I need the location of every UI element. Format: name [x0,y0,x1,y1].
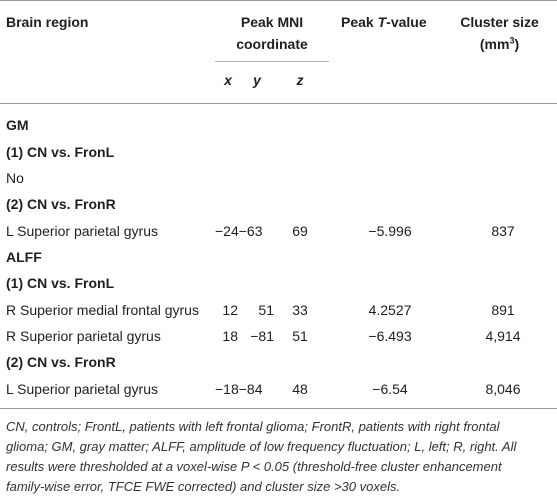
alff-row2-z: 51 [292,328,308,344]
alff-row1-x: 12 [222,302,238,318]
col-header-peak-mni-line2: coordinate [236,36,308,52]
section-alff: ALFF [6,249,42,265]
alff-row1-t: 4.2527 [368,302,412,318]
col-header-cluster-line2 [448,36,551,53]
group-gm-cn-vs-fronr: (2) CN vs. FronR [6,196,116,212]
alff-row3-xy: −18−84 [215,381,263,397]
table-bottom-rule [0,408,557,409]
gm-row1-t: −5.996 [368,223,412,239]
mni-sub-rule [215,61,329,62]
alff-row1-region: R Superior medial frontal gyrus [6,302,199,318]
peak-t-prefix: Peak [341,14,378,30]
table-footnote-line1: CN, controls; FrontL, patients with left frontal glioma; FrontR, patients with right frontal [6,419,500,434]
table-top-rule [0,0,557,1]
alff-row2-x: 18 [222,328,238,344]
gm-row1-region: L Superior parietal gyrus [6,223,159,239]
alff-row1-z: 33 [292,302,308,318]
alff-row3-z: 48 [292,381,308,397]
header-bottom-rule [0,103,557,104]
alff-row2-region: R Superior parietal gyrus [6,328,161,344]
col-header-peak-mni-line1: Peak MNI [240,14,304,30]
table-footnote-line4: family-wise error, TFCE FWE corrected) and cluster size >30 voxels. [6,479,401,494]
alff-row3-region: L Superior parietal gyrus [6,381,159,397]
alff-row1-y: 51 [258,302,274,318]
alff-row3-size: 8,046 [485,381,521,397]
alff-row3-t: −6.54 [372,381,408,397]
col-header-peak-t [341,14,427,31]
col-header-x: x [224,72,232,88]
table-footnote-line2: glioma; GM, gray matter; ALFF, amplitude of low frequency fluctuation; L, left; R, right. All [6,439,517,454]
gm-row1-z: 69 [292,223,308,239]
group-gm-cn-vs-fronl: (1) CN vs. FronL [6,144,115,160]
table-footnote-line3: results were thresholded at a voxel-wise P < 0.05 (threshold-free cluster enhancement [6,459,502,474]
alff-row2-size: 4,914 [485,328,521,344]
gm-row1-size: 837 [491,223,515,239]
alff-row1-size: 891 [491,302,515,318]
section-gm: GM [6,117,29,133]
cluster-unit-pre: (mm [479,36,510,52]
group-alff-cn-vs-fronl: (1) CN vs. FronL [6,275,115,291]
cluster-unit-post: ) [514,36,520,52]
peak-t-suffix: -value [386,14,427,30]
col-header-z: z [296,72,304,88]
group-alff-cn-vs-fronr: (2) CN vs. FronR [6,354,116,370]
alff-row2-t: −6.493 [368,328,412,344]
gm-fronl-no-result: No [6,170,24,186]
gm-row1-xy: −24−63 [215,223,263,239]
col-header-y: y [253,72,261,88]
peak-t-italic: T [377,14,387,30]
cluster-unit-sup: 3 [509,35,515,46]
alff-row2-y: −81 [250,328,274,344]
col-header-brain-region: Brain region [6,14,89,30]
col-header-cluster-line1: Cluster size [460,14,539,30]
